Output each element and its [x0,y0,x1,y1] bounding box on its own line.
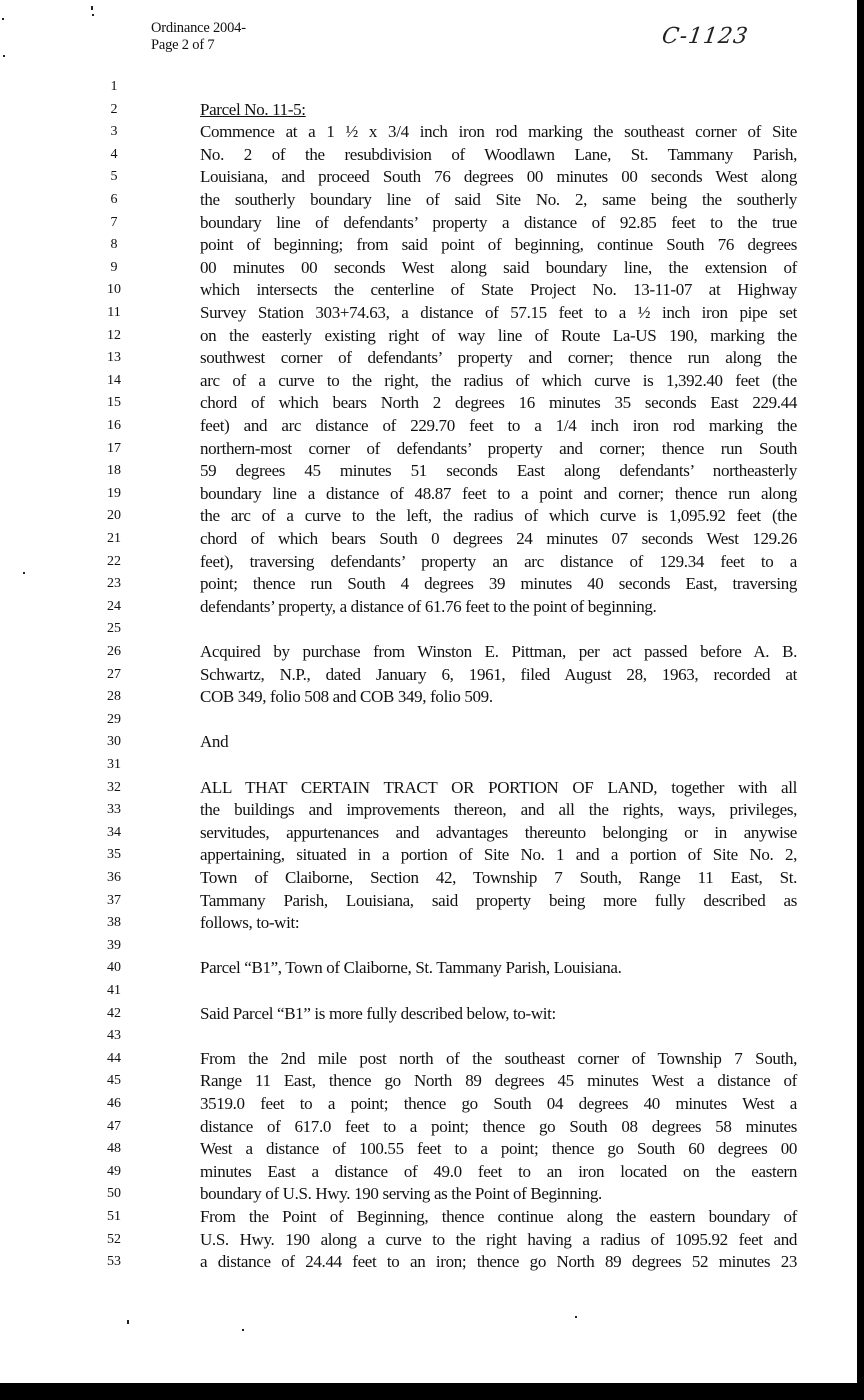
line-number: 45 [107,1073,121,1089]
line-number: 50 [107,1186,121,1202]
text-line: on the easterly existing right of way line of Route La-US 190, marking the [200,325,797,345]
line-number: 48 [107,1141,121,1157]
text-line: boundary of U.S. Hwy. 190 serving as the Point of Beginning. [200,1184,602,1204]
line-number: 51 [107,1209,121,1224]
page-indicator: Page 2 of 7 [151,37,215,53]
line-number: 11 [107,305,121,320]
text-line: From the Point of Beginning, thence continue along the eastern boundary of [200,1207,797,1226]
line-number: 26 [107,644,121,659]
line-number: 41 [107,983,121,998]
text-line: chord of which bears South 0 degrees 24 minutes 07 seconds West 129.26 [200,529,797,548]
text-line: Survey Station 303+74.63, a distance of 57.15 feet to a ½ inch iron pipe set [200,303,797,322]
scan-speck [2,18,4,20]
text-line: which intersects the centerline of State Project No. 13-11-07 at Highway [200,280,797,300]
line-number: 40 [107,960,121,976]
line-number: 12 [107,327,121,343]
text-line: minutes East a distance of 49.0 feet to an iron located on the eastern [200,1161,797,1181]
text-line: 00 minutes 00 seconds West along said boundary line, the extension of [200,257,797,277]
line-number: 22 [107,553,121,569]
line-number: 38 [107,915,121,931]
line-number: 19 [107,485,121,501]
text-line: From the 2nd mile post north of the southeast corner of Township 7 South, [200,1048,797,1068]
text-line: 59 degrees 45 minutes 51 seconds East along defendants’ northeasterly [200,461,797,481]
text-line: Commence at a 1 ½ x 3/4 inch iron rod marking the southeast corner of Site [200,122,797,142]
line-number: 17 [107,440,121,456]
line-number: 43 [107,1028,121,1044]
scan-speck [91,6,93,10]
text-line: Town of Claiborne, Section 42, Township 7 South, Range 11 East, St. [200,868,797,887]
line-number: 39 [107,937,121,953]
line-number: 30 [107,734,121,750]
text-line: 3519.0 feet to a point; thence go South 04 degrees 40 minutes West a [200,1094,797,1113]
line-number: 10 [107,282,121,298]
text-line: Parcel “B1”, Town of Claiborne, St. Tammany Parish, Louisiana. [200,958,622,978]
line-number: 8 [110,237,118,253]
scan-speck [23,572,25,574]
parcel-heading: Parcel No. 11-5: [200,99,306,119]
text-line: Said Parcel “B1” is more fully described below, to-wit: [200,1003,556,1023]
line-number: 35 [107,847,121,863]
line-number: 9 [110,259,118,275]
line-number: 52 [107,1231,121,1247]
line-number: 47 [107,1118,121,1134]
line-number: 1 [110,79,118,94]
text-line: boundary line a distance of 48.87 feet to a point and corner; thence run along [200,483,797,503]
ordinance-number: Ordinance 2004- [151,20,246,36]
line-number: 6 [110,192,118,207]
line-number: 36 [107,870,121,885]
line-number: 32 [107,779,121,795]
text-line: U.S. Hwy. 190 along a curve to the right having a radius of 1095.92 feet and [200,1229,797,1249]
text-line: No. 2 of the resubdivision of Woodlawn Lane, St. Tammany Parish, [200,144,797,164]
line-number: 53 [107,1254,121,1270]
text-line: servitudes, appurtenances and advantages thereunto belonging or in anywise [200,822,797,842]
scan-speck [575,1316,577,1318]
scan-speck [92,14,94,16]
line-number: 7 [110,214,118,230]
line-number: 16 [107,418,121,433]
line-number: 23 [107,576,121,592]
line-number: 15 [107,395,121,411]
text-line: feet), traversing defendants’ property an arc distance of 129.34 feet to a [200,551,797,571]
text-line: southwest corner of defendants’ property and corner; thence run along the [200,348,797,368]
line-number: 29 [107,711,121,727]
text-line: And [200,732,229,752]
text-line: feet) and arc distance of 229.70 feet to a 1/4 inch iron rod marking the [200,416,797,435]
text-line: the southerly boundary line of said Site No. 2, same being the southerly [200,190,797,209]
text-line: appertaining, situated in a portion of Site No. 1 and a portion of Site No. 2, [200,845,797,865]
line-number: 2 [110,101,118,117]
line-number: 34 [107,824,121,840]
text-line: boundary line of defendants’ property a distance of 92.85 feet to the true [200,212,797,232]
line-number: 24 [107,598,121,614]
text-line: chord of which bears North 2 degrees 16 minutes 35 seconds East 229.44 [200,393,797,413]
text-line: Range 11 East, thence go North 89 degrees 45 minutes West a distance of [200,1071,797,1091]
text-line: distance of 617.0 feet to a point; thence go South 08 degrees 58 minutes [200,1116,797,1136]
scan-border-right [857,0,864,1400]
scan-speck [127,1320,129,1324]
line-number: 42 [107,1005,121,1021]
line-number: 44 [107,1050,121,1066]
line-number: 14 [107,372,121,388]
line-number: 37 [107,892,121,908]
line-number: 18 [107,463,121,479]
line-number: 25 [107,621,121,637]
line-number: 5 [110,169,118,185]
line-number: 13 [107,350,121,366]
text-line: Tammany Parish, Louisiana, said property being more fully described as [200,890,797,910]
page-header [151,20,246,54]
line-number: 4 [110,146,118,162]
line-number: 31 [107,757,121,772]
text-line: the buildings and improvements thereon, and all the rights, ways, privileges, [200,800,797,820]
line-number: 20 [107,508,121,524]
text-line: the arc of a curve to the left, the radius of which curve is 1,095.92 feet (the [200,506,797,526]
line-number: 27 [107,666,121,682]
line-number: 46 [107,1096,121,1111]
text-line: Acquired by purchase from Winston E. Pittman, per act passed before A. B. [200,642,797,661]
text-line: arc of a curve to the right, the radius of which curve is 1,392.40 feet (the [200,370,797,390]
scan-border-bottom [0,1383,864,1400]
text-line: northern-most corner of defendants’ property and corner; thence run South [200,438,797,458]
text-line: Louisiana, and proceed South 76 degrees 00 minutes 00 seconds West along [200,167,797,187]
text-line: ALL THAT CERTAIN TRACT OR PORTION OF LAND, together with all [200,777,797,797]
text-line: follows, to-wit: [200,913,300,933]
text-line: COB 349, folio 508 and COB 349, folio 509. [200,687,493,707]
text-line: point of beginning; from said point of beginning, continue South 76 degrees [200,235,797,255]
scan-speck [3,55,5,57]
line-number: 3 [110,124,118,140]
text-line: West a distance of 100.55 feet to a point; thence go South 60 degrees 00 [200,1139,797,1159]
handwritten-mark: C-1123 [660,24,751,49]
line-number: 33 [107,802,121,818]
text-line: a distance of 24.44 feet to an iron; thence go North 89 degrees 52 minutes 23 [200,1252,797,1272]
line-number: 28 [107,689,121,705]
text-line: point; thence run South 4 degrees 39 minutes 40 seconds East, traversing [200,574,797,594]
text-line: Schwartz, N.P., dated January 6, 1961, filed August 28, 1963, recorded at [200,664,797,684]
text-line: defendants’ property, a distance of 61.76 feet to the point of beginning. [200,596,657,616]
scan-speck [242,1329,244,1331]
line-number: 21 [107,531,121,546]
line-number: 49 [107,1163,121,1179]
